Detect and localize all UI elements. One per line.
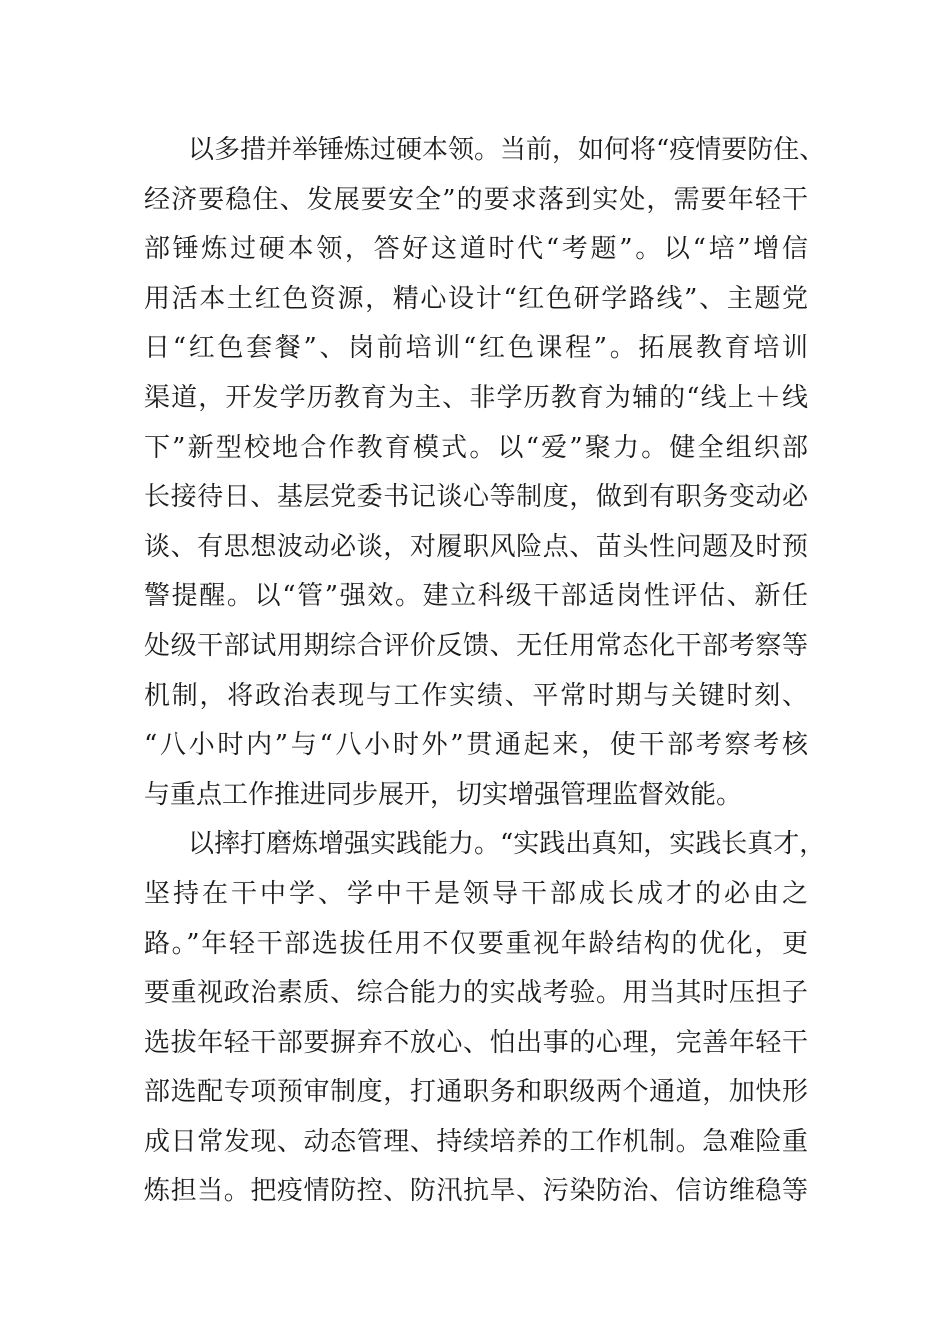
text-line: 谈、有思想波动必谈，对履职风险点、苗头性问题及时预 [144, 531, 808, 562]
text-line: 以多措并举锤炼过硬本领。当前，如何将“疫情要防住、 [188, 135, 826, 165]
text-line: 用活本土红色资源，精心设计“红色研学路线”、主题党 [144, 283, 808, 314]
text-line: 下”新型校地合作教育模式。以“爱”聚力。健全组织部 [144, 432, 808, 463]
text-line: 部选配专项预审制度，打通职务和职级两个通道，加快形 [144, 1077, 808, 1108]
text-line: 警提醒。以“管”强效。建立科级干部适岗性评估、新任 [144, 581, 808, 612]
text-line: 日“红色套餐”、岗前培训“红色课程”。拓展教育培训 [144, 333, 808, 364]
text-line: 选拔年轻干部要摒弃不放心、怕出事的心理，完善年轻干 [144, 1027, 808, 1058]
text-line: 与重点工作推进同步展开，切实增强管理监督效能。 [144, 779, 743, 810]
text-line: 成日常发现、动态管理、持续培养的工作机制。急难险重 [144, 1126, 808, 1157]
text-line: 处级干部试用期综合评价反馈、无任用常态化干部考察等 [144, 630, 808, 661]
text-line: 机制，将政治表现与工作实绩、平常时期与关键时刻、 [144, 680, 808, 711]
text-line: 长接待日、基层党委书记谈心等制度，做到有职务变动必 [144, 482, 808, 513]
document-body [144, 126, 826, 1217]
text-line: 炼担当。把疫情防控、防汛抗旱、污染防治、信访维稳等 [144, 1176, 808, 1207]
paragraph-2 [144, 820, 826, 1217]
text-line: 路。”年轻干部选拔任用不仅要重视年龄结构的优化，更 [144, 928, 808, 959]
paragraph-1 [144, 126, 826, 820]
text-line: 渠道，开发学历教育为主、非学历教育为辅的“线上＋线 [144, 382, 808, 413]
text-line: 经济要稳住、发展要安全”的要求落到实处，需要年轻干 [144, 184, 808, 215]
text-line: 部锤炼过硬本领，答好这道时代“考题”。以“培”增信 [144, 234, 808, 265]
text-line: 要重视政治素质、综合能力的实战考验。用当其时压担子 [144, 978, 808, 1009]
text-line: 以摔打磨炼增强实践能力。“实践出真知，实践长真才， [188, 829, 826, 860]
text-line: “八小时内”与“八小时外”贯通起来，使干部考察考核 [144, 730, 808, 761]
text-line: 坚持在干中学、学中干是领导干部成长成才的必由之 [144, 878, 808, 909]
